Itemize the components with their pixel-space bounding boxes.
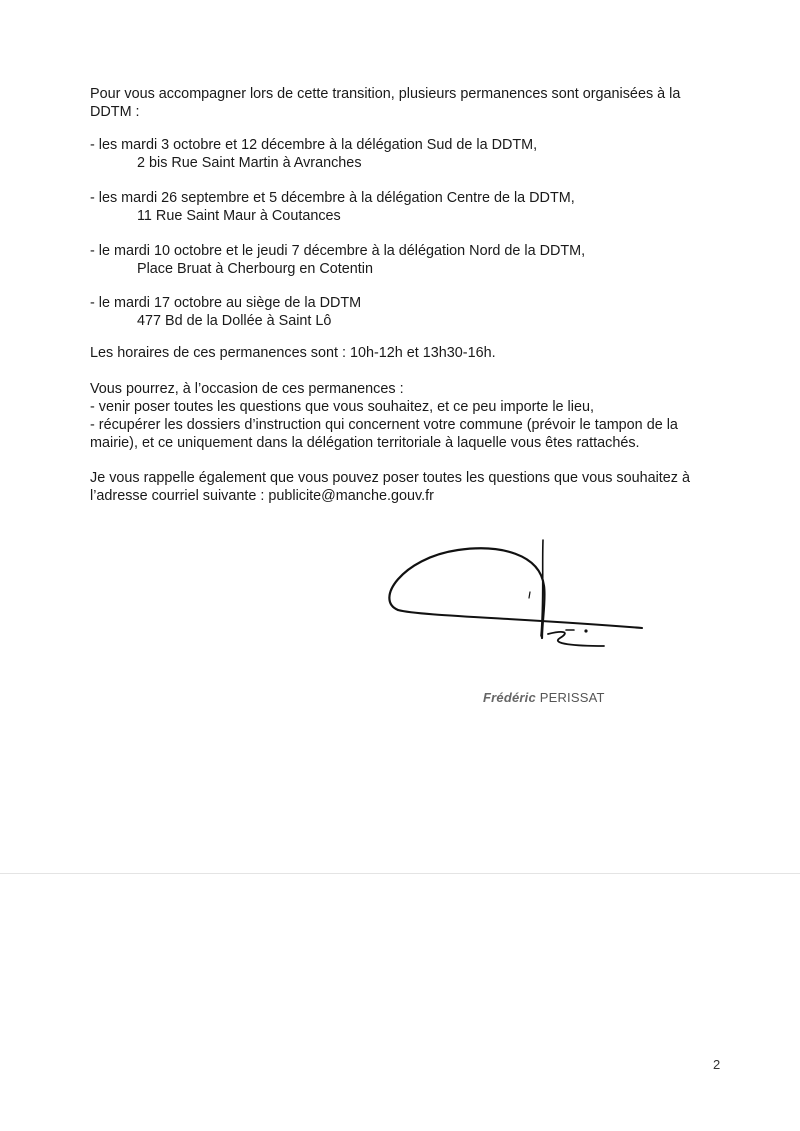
schedule-item-coutances <box>90 189 730 225</box>
signer-first-name: Frédéric <box>483 690 536 705</box>
schedule-dates: - le mardi 17 octobre au siège de la DDTM <box>90 295 362 311</box>
signer-name <box>483 689 605 707</box>
signature-vertical-stroke <box>541 540 543 636</box>
schedule-address: 11 Rue Saint Maur à Coutances <box>137 208 341 224</box>
signer-last-name: PERISSAT <box>539 690 605 705</box>
schedule-item-avranches <box>90 136 730 172</box>
schedule-address: 2 bis Rue Saint Martin à Avranches <box>137 155 362 171</box>
schedule-item-saint-lo <box>90 294 730 330</box>
options-line: Vous pourrez, à l’occasion de ces permanences : <box>90 381 404 397</box>
intro-line: DDTM : <box>90 104 140 120</box>
intro-line: Pour vous accompagner lors de cette transition, plusieurs permanences sont organisées à la <box>90 86 681 102</box>
contact-line: l’adresse courriel suivante : publicite@manche.gouv.fr <box>90 488 434 504</box>
signature-tail-stroke <box>548 632 604 646</box>
page-divider <box>0 873 800 874</box>
signature-loop-stroke <box>389 548 544 638</box>
contact-paragraph <box>90 469 730 505</box>
schedule-dates: - les mardi 26 septembre et 5 décembre à la délégation Centre de la DDTM, <box>90 190 575 206</box>
contact-line: Je vous rappelle également que vous pouvez poser toutes les questions que vous souhaitez à <box>90 470 691 486</box>
options-line: mairie), et ce uniquement dans la délégation territoriale à laquelle vous êtes rattachés. <box>90 435 640 451</box>
handwritten-signature <box>380 538 650 658</box>
signature-tick-stroke <box>529 592 530 598</box>
signature-dot <box>584 629 587 632</box>
intro-paragraph <box>90 85 730 121</box>
hours-paragraph <box>90 344 730 362</box>
schedule-item-cherbourg <box>90 242 730 278</box>
page-number: 2 <box>713 1057 721 1072</box>
schedule-address: Place Bruat à Cherbourg en Cotentin <box>137 261 373 277</box>
options-paragraph <box>90 380 730 452</box>
signature-base-stroke <box>398 610 642 628</box>
hours-text: Les horaires de ces permanences sont : 10h-12h et 13h30-16h. <box>90 345 496 361</box>
schedule-address: 477 Bd de la Dollée à Saint Lô <box>137 313 332 329</box>
options-line: - venir poser toutes les questions que vous souhaitez, et ce peu importe le lieu, <box>90 399 594 415</box>
schedule-dates: - les mardi 3 octobre et 12 décembre à la délégation Sud de la DDTM, <box>90 137 538 153</box>
schedule-dates: - le mardi 10 octobre et le jeudi 7 décembre à la délégation Nord de la DDTM, <box>90 243 586 259</box>
options-line: - récupérer les dossiers d’instruction qui concernent votre commune (prévoir le tampon de la <box>90 417 678 433</box>
